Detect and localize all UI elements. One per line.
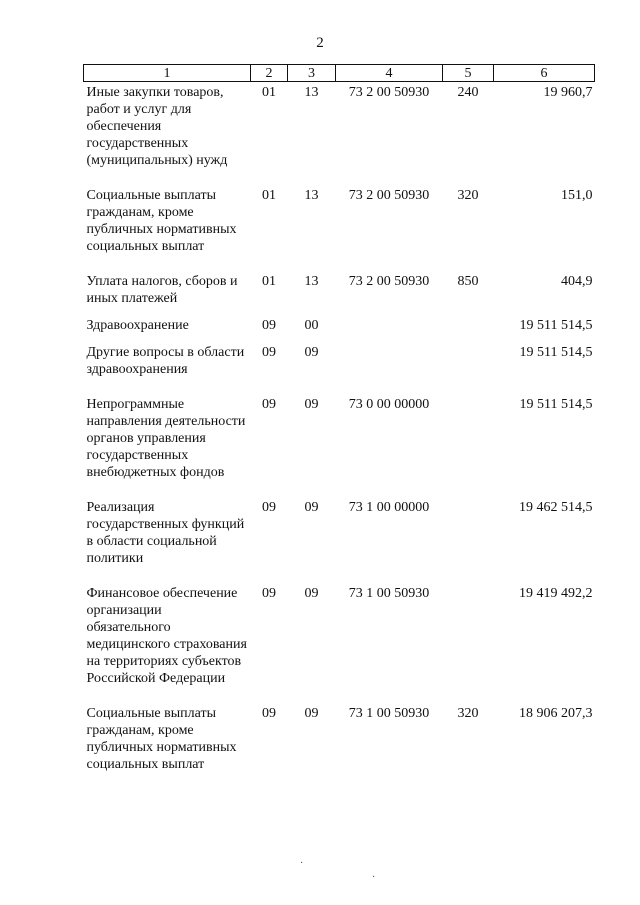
row-section: 09 [262, 500, 276, 515]
row-section: 09 [262, 318, 276, 333]
table-row [84, 185, 595, 271]
row-target-article: 73 2 00 50930 [348, 274, 430, 289]
table-row [84, 703, 595, 789]
row-expense-type [443, 497, 494, 583]
header-col-6: 6 [494, 65, 595, 82]
row-expense-type: 240 [457, 85, 479, 100]
row-amount: 19 511 514,5 [519, 397, 593, 412]
row-section: 09 [262, 345, 276, 360]
row-name: Другие вопросы в области здравоохранения [86, 345, 245, 377]
row-subsection: 00 [304, 318, 319, 333]
row-name: Финансовое обеспечение организации обязательного медицинского страхования на территориях субъектов Российской Федерации [86, 586, 247, 686]
row-name: Уплата налогов, сборов и иных платежей [86, 274, 238, 306]
table-header [84, 65, 595, 82]
table-row [84, 342, 595, 394]
row-target-article [336, 315, 443, 342]
scan-speck: · [372, 872, 376, 883]
row-expense-type: 850 [457, 274, 479, 289]
row-section: 01 [262, 85, 276, 100]
row-expense-type [443, 394, 494, 497]
row-section: 09 [262, 586, 276, 601]
table-row [84, 315, 595, 342]
row-target-article [336, 342, 443, 394]
row-name: Социальные выплаты гражданам, кроме публичных нормативных социальных выплат [86, 706, 237, 772]
row-subsection: 09 [304, 586, 319, 601]
row-amount: 19 511 514,5 [519, 345, 593, 360]
header-col-5: 5 [443, 65, 494, 82]
table-row [84, 82, 595, 186]
table-row [84, 583, 595, 703]
row-amount: 151,0 [561, 188, 593, 203]
table-row [84, 271, 595, 315]
row-name: Социальные выплаты гражданам, кроме публичных нормативных социальных выплат [86, 188, 237, 254]
header-col-3: 3 [288, 65, 336, 82]
row-subsection: 09 [304, 706, 319, 721]
row-name: Здравоохранение [86, 318, 189, 333]
table-row [84, 394, 595, 497]
header-col-1: 1 [84, 65, 251, 82]
row-section: 01 [262, 274, 276, 289]
page-number: 2 [316, 35, 324, 51]
scan-speck: · [300, 858, 304, 869]
row-section: 09 [262, 397, 276, 412]
row-expense-type [443, 583, 494, 703]
budget-table [83, 64, 595, 789]
row-target-article: 73 1 00 50930 [348, 586, 430, 601]
row-subsection: 13 [304, 85, 319, 100]
table-body [84, 82, 595, 790]
header-col-4: 4 [336, 65, 443, 82]
row-section: 01 [262, 188, 276, 203]
row-name: Реализация государственных функций в области социальной политики [86, 500, 245, 566]
row-expense-type [443, 315, 494, 342]
row-name: Непрограммные направления деятельности органов управления государственных внебюджетных фондов [86, 397, 246, 480]
table-row [84, 497, 595, 583]
header-col-2: 2 [251, 65, 288, 82]
row-subsection: 09 [304, 397, 319, 412]
row-target-article: 73 2 00 50930 [348, 85, 430, 100]
row-target-article: 73 1 00 50930 [348, 706, 430, 721]
row-amount: 19 511 514,5 [519, 318, 593, 333]
row-target-article: 73 1 00 00000 [348, 500, 430, 515]
row-subsection: 09 [304, 500, 319, 515]
row-subsection: 13 [304, 274, 319, 289]
row-subsection: 09 [304, 345, 319, 360]
row-amount: 19 419 492,2 [519, 586, 593, 601]
row-amount: 19 462 514,5 [519, 500, 593, 515]
row-subsection: 13 [304, 188, 319, 203]
row-amount: 18 906 207,3 [519, 706, 593, 721]
row-target-article: 73 2 00 50930 [348, 188, 430, 203]
row-expense-type: 320 [457, 706, 479, 721]
row-amount: 19 960,7 [543, 85, 593, 100]
row-name: Иные закупки товаров, работ и услуг для обеспечения государственных (муниципальных) нужд [86, 85, 228, 168]
row-section: 09 [262, 706, 276, 721]
row-target-article: 73 0 00 00000 [348, 397, 430, 412]
row-expense-type [443, 342, 494, 394]
row-amount: 404,9 [561, 274, 593, 289]
row-expense-type: 320 [457, 188, 479, 203]
